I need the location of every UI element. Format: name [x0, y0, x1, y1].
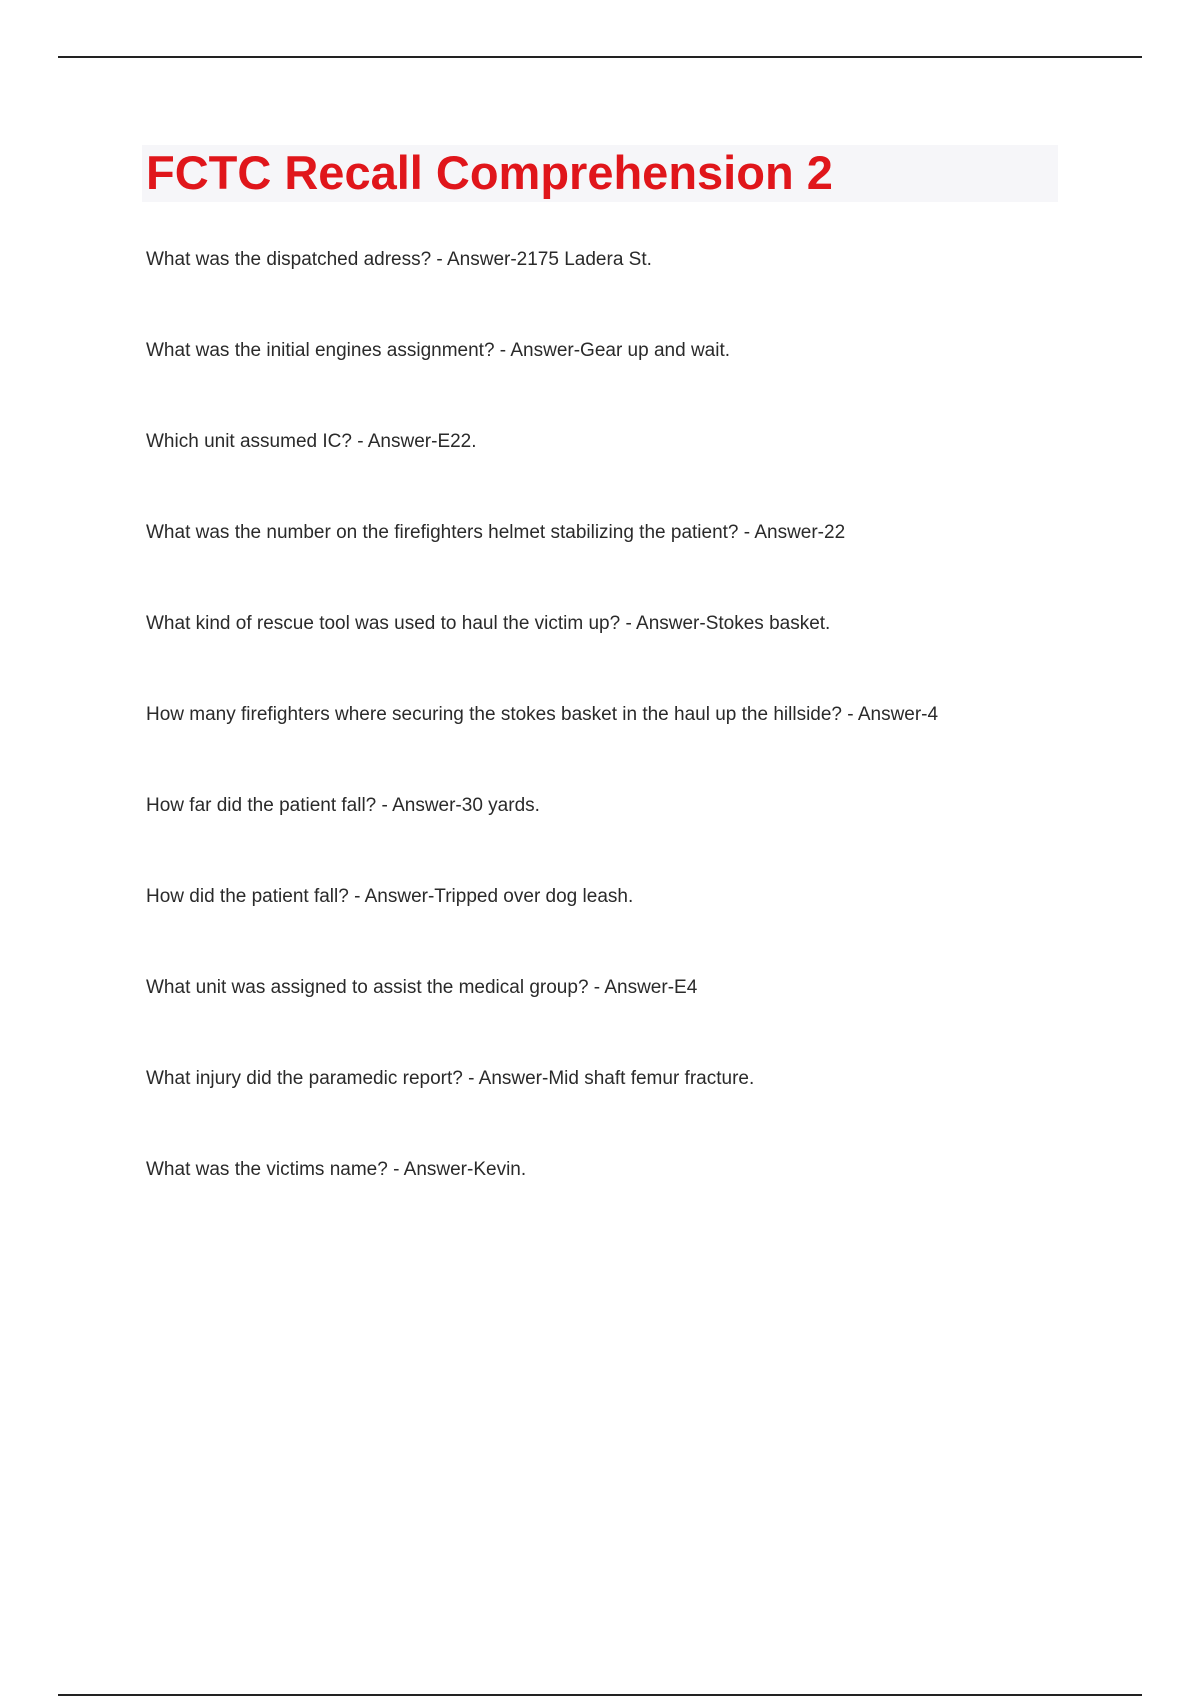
qa-item: How far did the patient fall? - Answer-30 yards.	[146, 795, 540, 816]
qa-item: Which unit assumed IC? - Answer-E22.	[146, 431, 477, 452]
qa-item: What kind of rescue tool was used to haul the victim up? - Answer-Stokes basket.	[146, 613, 831, 634]
question-answer-list	[146, 244, 1146, 1245]
document-title: FCTC Recall Comprehension 2	[146, 146, 833, 199]
qa-item: How did the patient fall? - Answer-Tripped over dog leash.	[146, 886, 634, 907]
qa-item: What was the dispatched adress? - Answer-2175 Ladera St.	[146, 249, 652, 270]
bottom-divider	[58, 1694, 1142, 1696]
qa-item: What was the number on the firefighters helmet stabilizing the patient? - Answer-22	[146, 522, 846, 543]
qa-item: What unit was assigned to assist the medical group? - Answer-E4	[146, 977, 698, 998]
qa-item: What injury did the paramedic report? - Answer-Mid shaft femur fracture.	[146, 1068, 755, 1089]
qa-item: What was the victims name? - Answer-Kevin.	[146, 1159, 527, 1180]
qa-item: What was the initial engines assignment? - Answer-Gear up and wait.	[146, 340, 731, 361]
top-divider	[58, 56, 1142, 58]
qa-item: How many firefighters where securing the stokes basket in the haul up the hillside? - Answer-4	[146, 704, 939, 725]
